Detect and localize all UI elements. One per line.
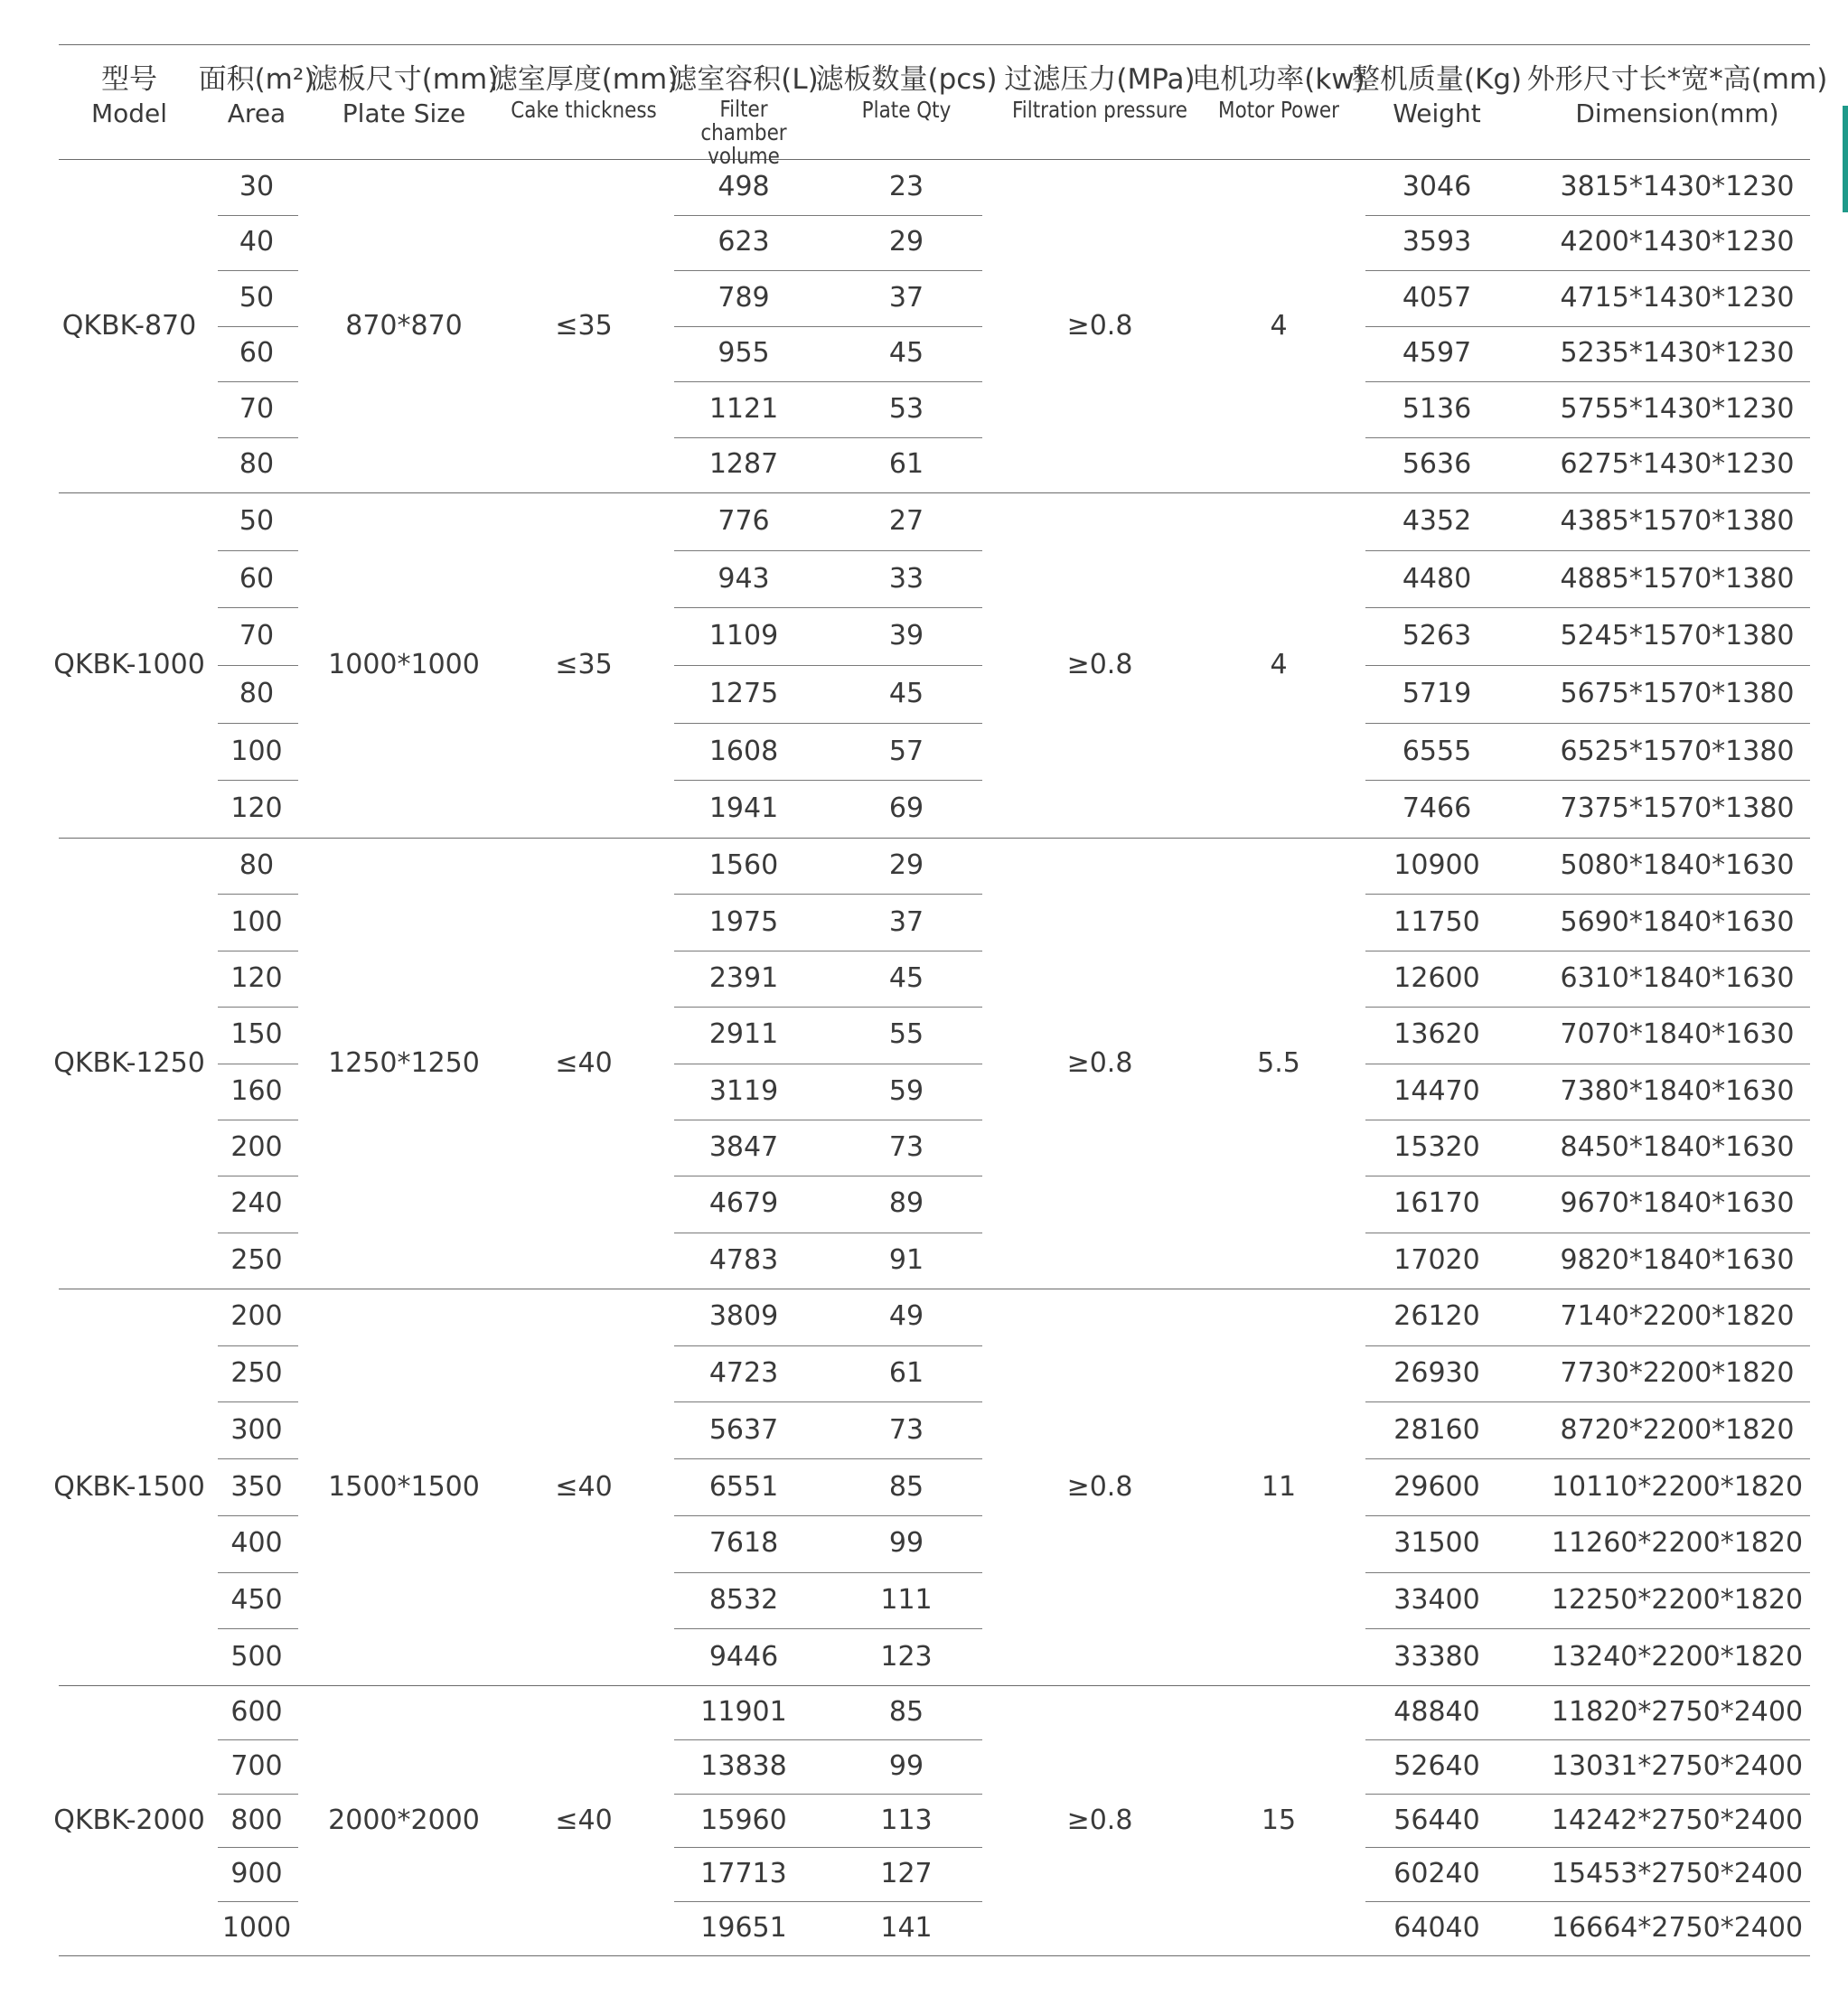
plate-qty-cell: 85 (888, 1470, 924, 1503)
dimension-cell: 9670*1840*1630 (1560, 1187, 1795, 1220)
row-divider-weight (1365, 381, 1810, 382)
dimension-cell: 5675*1570*1380 (1560, 677, 1795, 709)
header-label-cn: 滤板尺寸(mm) (309, 63, 499, 96)
motor-power-cell: 5.5 (1257, 1046, 1300, 1079)
area-cell: 100 (230, 735, 283, 767)
plate-qty-cell: 69 (888, 792, 924, 825)
row-divider-weight (1365, 1007, 1810, 1008)
row-divider-area (218, 1794, 298, 1795)
row-divider-volume (674, 1007, 982, 1008)
dimension-cell: 6310*1840*1630 (1560, 961, 1795, 994)
plate-qty-cell: 45 (888, 677, 924, 709)
dimension-cell: 12250*2200*1820 (1551, 1583, 1804, 1616)
dimension-cell: 5755*1430*1230 (1560, 392, 1795, 425)
dimension-cell: 4885*1570*1380 (1560, 562, 1795, 595)
plate-qty-cell: 45 (888, 337, 924, 370)
plate-qty-cell: 123 (880, 1640, 933, 1673)
header-label-cn: 整机质量(Kg) (1351, 63, 1523, 96)
row-divider-volume (674, 1901, 982, 1902)
plate-qty-cell: 61 (888, 1357, 924, 1390)
row-divider-volume (674, 723, 982, 724)
dimension-cell: 4715*1430*1230 (1560, 281, 1795, 314)
header-label-en: Dimension(mm) (1575, 98, 1779, 128)
row-divider-volume (674, 326, 982, 327)
column-header-qty (815, 61, 997, 122)
weight-cell: 11750 (1393, 905, 1480, 938)
column-header-power (1192, 61, 1365, 122)
row-divider-weight (1365, 326, 1810, 327)
filter-volume-cell: 498 (718, 170, 770, 202)
filter-volume-cell: 623 (718, 226, 770, 258)
dimension-cell: 10110*2200*1820 (1551, 1470, 1804, 1503)
weight-cell: 15320 (1393, 1131, 1480, 1164)
area-cell: 30 (239, 170, 275, 202)
column-header-model (91, 61, 167, 130)
area-cell: 120 (230, 792, 283, 825)
row-divider-area (218, 1628, 298, 1629)
area-cell: 80 (239, 448, 275, 481)
filtration-pressure-cell: ≥0.8 (1066, 649, 1133, 680)
row-divider-weight (1365, 1345, 1810, 1346)
dimension-cell: 7070*1840*1630 (1560, 1018, 1795, 1051)
area-cell: 200 (230, 1300, 283, 1333)
filter-volume-cell: 1560 (708, 849, 779, 882)
plate-qty-cell: 33 (888, 562, 924, 595)
weight-cell: 5719 (1402, 677, 1472, 709)
row-divider-volume (674, 1847, 982, 1848)
row-divider-volume (674, 1794, 982, 1795)
header-label-en: Filtration pressure (1011, 97, 1188, 123)
area-cell: 350 (230, 1470, 283, 1503)
weight-cell: 33400 (1393, 1583, 1480, 1616)
row-divider-weight (1365, 723, 1810, 724)
row-divider-area (218, 270, 298, 271)
header-bottom-rule (59, 159, 1810, 160)
row-divider-volume (674, 665, 982, 666)
header-label-cn: 面积(m²) (198, 63, 315, 96)
header-label-en: Filter chamber volume (700, 96, 787, 169)
row-divider-area (218, 1739, 298, 1740)
plate-qty-cell: 113 (880, 1804, 933, 1836)
accent-bar (1843, 106, 1848, 212)
row-divider-weight (1365, 1901, 1810, 1902)
filter-volume-cell: 5637 (708, 1413, 779, 1446)
header-label-en: Motor Power (1218, 97, 1339, 123)
header-label-cn: 外形尺寸长*宽*高(mm) (1526, 63, 1828, 96)
column-header-area (199, 61, 315, 130)
dimension-cell: 7375*1570*1380 (1560, 792, 1795, 825)
column-header-weight (1352, 61, 1522, 130)
area-cell: 150 (230, 1018, 283, 1051)
plate-size-cell: 1000*1000 (328, 649, 480, 680)
filter-volume-cell: 7618 (708, 1527, 779, 1560)
area-cell: 80 (239, 677, 275, 709)
area-cell: 1000 (221, 1912, 292, 1945)
filtration-pressure-cell: ≥0.8 (1066, 1470, 1133, 1503)
row-divider-area (218, 1515, 298, 1516)
dimension-cell: 5080*1840*1630 (1560, 849, 1795, 882)
row-divider-area (218, 607, 298, 608)
weight-cell: 26930 (1393, 1357, 1480, 1390)
filter-volume-cell: 4723 (708, 1357, 779, 1390)
plate-qty-cell: 99 (888, 1749, 924, 1782)
filter-volume-cell: 3847 (708, 1131, 779, 1164)
weight-cell: 12600 (1393, 961, 1480, 994)
model-cell: QKBK-2000 (53, 1804, 205, 1836)
dimension-cell: 5235*1430*1230 (1560, 337, 1795, 370)
row-divider-area (218, 215, 298, 216)
motor-power-cell: 11 (1261, 1470, 1297, 1503)
dimension-cell: 6275*1430*1230 (1560, 448, 1795, 481)
row-divider-volume (674, 607, 982, 608)
weight-cell: 3046 (1402, 170, 1472, 202)
plate-size-cell: 1250*1250 (328, 1046, 480, 1079)
model-cell: QKBK-870 (61, 309, 197, 342)
row-divider-area (218, 1401, 298, 1402)
dimension-cell: 14242*2750*2400 (1551, 1804, 1804, 1836)
filtration-pressure-cell: ≥0.8 (1066, 1804, 1133, 1836)
row-divider-weight (1365, 1458, 1810, 1459)
plate-qty-cell: 37 (888, 905, 924, 938)
row-divider-volume (674, 270, 982, 271)
row-divider-area (218, 1847, 298, 1848)
plate-qty-cell: 85 (888, 1695, 924, 1728)
row-divider-area (218, 1458, 298, 1459)
header-label-cn: 电机功率(kw) (1192, 63, 1365, 96)
row-divider-area (218, 437, 298, 438)
area-cell: 50 (239, 504, 275, 537)
filter-volume-cell: 943 (718, 562, 770, 595)
filter-volume-cell: 3119 (708, 1074, 779, 1107)
model-cell: QKBK-1500 (53, 1470, 205, 1503)
row-divider-volume (674, 1515, 982, 1516)
weight-cell: 52640 (1393, 1749, 1480, 1782)
column-header-volume (667, 61, 821, 168)
area-cell: 50 (239, 281, 275, 314)
area-cell: 40 (239, 226, 275, 258)
row-divider-area (218, 1572, 298, 1573)
weight-cell: 6555 (1402, 735, 1472, 767)
plate-qty-cell: 89 (888, 1187, 924, 1220)
filter-volume-cell: 1121 (708, 392, 779, 425)
row-divider-area (218, 723, 298, 724)
filter-volume-cell: 15960 (700, 1804, 787, 1836)
weight-cell: 48840 (1393, 1695, 1480, 1728)
column-header-dimension (1527, 61, 1828, 130)
weight-cell: 17020 (1393, 1243, 1480, 1276)
row-divider-area (218, 780, 298, 781)
plate-qty-cell: 111 (880, 1583, 933, 1616)
cake-thickness-cell: ≤40 (555, 1470, 613, 1503)
plate-qty-cell: 141 (880, 1912, 933, 1945)
header-label-cn: 滤室容积(L) (669, 63, 819, 96)
plate-qty-cell: 99 (888, 1527, 924, 1560)
header-label-en: Area (227, 98, 286, 128)
group-divider-qkbk-870 (59, 492, 1810, 493)
row-divider-volume (674, 1458, 982, 1459)
area-cell: 500 (230, 1640, 283, 1673)
plate-qty-cell: 61 (888, 448, 924, 481)
row-divider-volume (674, 1345, 982, 1346)
row-divider-area (218, 550, 298, 551)
area-cell: 120 (230, 961, 283, 994)
header-label-en: Plate Qty (861, 97, 952, 123)
plate-qty-cell: 29 (888, 226, 924, 258)
area-cell: 600 (230, 1695, 283, 1728)
plate-qty-cell: 53 (888, 392, 924, 425)
column-header-thickness (490, 61, 679, 122)
area-cell: 160 (230, 1074, 283, 1107)
row-divider-weight (1365, 437, 1810, 438)
dimension-cell: 4200*1430*1230 (1560, 226, 1795, 258)
filter-volume-cell: 1109 (708, 620, 779, 652)
filter-volume-cell: 2911 (708, 1018, 779, 1051)
model-cell: QKBK-1000 (53, 649, 205, 680)
row-divider-weight (1365, 215, 1810, 216)
dimension-cell: 7730*2200*1820 (1560, 1357, 1795, 1390)
area-cell: 300 (230, 1413, 283, 1446)
plate-qty-cell: 57 (888, 735, 924, 767)
row-divider-volume (674, 1401, 982, 1402)
filter-volume-cell: 4679 (708, 1187, 779, 1220)
area-cell: 250 (230, 1243, 283, 1276)
dimension-cell: 13031*2750*2400 (1551, 1749, 1804, 1782)
group-divider-qkbk-1500 (59, 1685, 1810, 1686)
row-divider-volume (674, 1572, 982, 1573)
plate-qty-cell: 27 (888, 504, 924, 537)
area-cell: 250 (230, 1357, 283, 1390)
header-label-cn: 滤室厚度(mm) (489, 63, 679, 96)
weight-cell: 29600 (1393, 1470, 1480, 1503)
weight-cell: 26120 (1393, 1300, 1480, 1333)
filter-volume-cell: 6551 (708, 1470, 779, 1503)
weight-cell: 5636 (1402, 448, 1472, 481)
table-top-rule (59, 44, 1810, 45)
column-header-pressure (998, 61, 1202, 122)
weight-cell: 28160 (1393, 1413, 1480, 1446)
dimension-cell: 11820*2750*2400 (1551, 1695, 1804, 1728)
header-label-en: Weight (1393, 98, 1481, 128)
dimension-cell: 15453*2750*2400 (1551, 1858, 1804, 1890)
weight-cell: 4480 (1402, 562, 1472, 595)
area-cell: 60 (239, 562, 275, 595)
dimension-cell: 13240*2200*1820 (1551, 1640, 1804, 1673)
row-divider-volume (674, 1628, 982, 1629)
group-divider-qkbk-1000 (59, 838, 1810, 839)
dimension-cell: 8450*1840*1630 (1560, 1131, 1795, 1164)
dimension-cell: 11260*2200*1820 (1551, 1527, 1804, 1560)
header-label-en: Model (90, 98, 168, 128)
plate-size-cell: 1500*1500 (328, 1470, 480, 1503)
header-label-cn: 型号 (100, 63, 157, 96)
weight-cell: 4352 (1402, 504, 1472, 537)
area-cell: 700 (230, 1749, 283, 1782)
plate-size-cell: 2000*2000 (328, 1804, 480, 1836)
weight-cell: 16170 (1393, 1187, 1480, 1220)
row-divider-area (218, 894, 298, 895)
filtration-pressure-cell: ≥0.8 (1066, 1046, 1133, 1079)
filter-volume-cell: 11901 (700, 1695, 787, 1728)
plate-qty-cell: 49 (888, 1300, 924, 1333)
filter-volume-cell: 8532 (708, 1583, 779, 1616)
weight-cell: 33380 (1393, 1640, 1480, 1673)
weight-cell: 60240 (1393, 1858, 1480, 1890)
filter-volume-cell: 1275 (708, 677, 779, 709)
row-divider-weight (1365, 1572, 1810, 1573)
row-divider-volume (674, 1739, 982, 1740)
motor-power-cell: 15 (1261, 1804, 1297, 1836)
weight-cell: 31500 (1393, 1527, 1480, 1560)
plate-qty-cell: 39 (888, 620, 924, 652)
plate-qty-cell: 59 (888, 1074, 924, 1107)
weight-cell: 4597 (1402, 337, 1472, 370)
row-divider-volume (674, 381, 982, 382)
cake-thickness-cell: ≤35 (555, 649, 613, 680)
header-label-en: Cake thickness (511, 97, 657, 123)
filter-volume-cell: 776 (718, 504, 770, 537)
row-divider-weight (1365, 1847, 1810, 1848)
group-divider-qkbk-2000 (59, 1955, 1810, 1956)
cake-thickness-cell: ≤40 (555, 1804, 613, 1836)
row-divider-area (218, 326, 298, 327)
cake-thickness-cell: ≤35 (555, 309, 613, 342)
header-label-cn: 过滤压力(MPa) (1004, 63, 1196, 96)
dimension-cell: 3815*1430*1230 (1560, 170, 1795, 202)
plate-qty-cell: 29 (888, 849, 924, 882)
area-cell: 800 (230, 1804, 283, 1836)
row-divider-weight (1365, 1628, 1810, 1629)
area-cell: 400 (230, 1527, 283, 1560)
filter-volume-cell: 1287 (708, 448, 779, 481)
plate-qty-cell: 55 (888, 1018, 924, 1051)
row-divider-weight (1365, 1401, 1810, 1402)
header-label-cn: 滤板数量(pcs) (815, 63, 998, 96)
dimension-cell: 7140*2200*1820 (1560, 1300, 1795, 1333)
filter-volume-cell: 3809 (708, 1300, 779, 1333)
weight-cell: 14470 (1393, 1074, 1480, 1107)
row-divider-weight (1365, 1739, 1810, 1740)
weight-cell: 3593 (1402, 226, 1472, 258)
area-cell: 450 (230, 1583, 283, 1616)
filter-volume-cell: 1975 (708, 905, 779, 938)
filter-volume-cell: 19651 (700, 1912, 787, 1945)
dimension-cell: 4385*1570*1380 (1560, 504, 1795, 537)
row-divider-area (218, 665, 298, 666)
weight-cell: 10900 (1393, 849, 1480, 882)
row-divider-weight (1365, 894, 1810, 895)
dimension-cell: 16664*2750*2400 (1551, 1912, 1804, 1945)
row-divider-weight (1365, 665, 1810, 666)
weight-cell: 56440 (1393, 1804, 1480, 1836)
area-cell: 80 (239, 849, 275, 882)
filter-volume-cell: 1941 (708, 792, 779, 825)
row-divider-volume (674, 550, 982, 551)
dimension-cell: 6525*1570*1380 (1560, 735, 1795, 767)
area-cell: 70 (239, 392, 275, 425)
weight-cell: 5263 (1402, 620, 1472, 652)
dimension-cell: 5690*1840*1630 (1560, 905, 1795, 938)
row-divider-volume (674, 215, 982, 216)
area-cell: 100 (230, 905, 283, 938)
area-cell: 70 (239, 620, 275, 652)
row-divider-area (218, 381, 298, 382)
row-divider-weight (1365, 780, 1810, 781)
filter-volume-cell: 17713 (700, 1858, 787, 1890)
plate-qty-cell: 73 (888, 1131, 924, 1164)
filter-volume-cell: 1608 (708, 735, 779, 767)
model-cell: QKBK-1250 (53, 1046, 205, 1079)
filtration-pressure-cell: ≥0.8 (1066, 309, 1133, 342)
plate-qty-cell: 45 (888, 961, 924, 994)
dimension-cell: 8720*2200*1820 (1560, 1413, 1795, 1446)
area-cell: 240 (230, 1187, 283, 1220)
filter-volume-cell: 2391 (708, 961, 779, 994)
plate-qty-cell: 73 (888, 1413, 924, 1446)
header-label-en: Plate Size (342, 98, 466, 128)
filter-volume-cell: 9446 (708, 1640, 779, 1673)
row-divider-area (218, 1345, 298, 1346)
area-cell: 60 (239, 337, 275, 370)
cake-thickness-cell: ≤40 (555, 1046, 613, 1079)
area-cell: 200 (230, 1131, 283, 1164)
motor-power-cell: 4 (1270, 309, 1288, 342)
plate-qty-cell: 91 (888, 1243, 924, 1276)
plate-qty-cell: 37 (888, 281, 924, 314)
area-cell: 900 (230, 1858, 283, 1890)
row-divider-weight (1365, 607, 1810, 608)
row-divider-weight (1365, 270, 1810, 271)
plate-qty-cell: 127 (880, 1858, 933, 1890)
dimension-cell: 5245*1570*1380 (1560, 620, 1795, 652)
column-header-plate-size (310, 61, 499, 130)
row-divider-area (218, 1007, 298, 1008)
weight-cell: 5136 (1402, 392, 1472, 425)
weight-cell: 64040 (1393, 1912, 1480, 1945)
dimension-cell: 7380*1840*1630 (1560, 1074, 1795, 1107)
plate-size-cell: 870*870 (345, 309, 463, 342)
row-divider-weight (1365, 1515, 1810, 1516)
row-divider-area (218, 1901, 298, 1902)
row-divider-volume (674, 894, 982, 895)
row-divider-weight (1365, 550, 1810, 551)
filter-volume-cell: 955 (718, 337, 770, 370)
filter-volume-cell: 4783 (708, 1243, 779, 1276)
row-divider-volume (674, 437, 982, 438)
weight-cell: 4057 (1402, 281, 1472, 314)
row-divider-volume (674, 780, 982, 781)
dimension-cell: 9820*1840*1630 (1560, 1243, 1795, 1276)
weight-cell: 13620 (1393, 1018, 1480, 1051)
row-divider-weight (1365, 1794, 1810, 1795)
filter-volume-cell: 13838 (700, 1749, 787, 1782)
motor-power-cell: 4 (1270, 649, 1288, 680)
plate-qty-cell: 23 (888, 170, 924, 202)
filter-volume-cell: 789 (718, 281, 770, 314)
weight-cell: 7466 (1402, 792, 1472, 825)
